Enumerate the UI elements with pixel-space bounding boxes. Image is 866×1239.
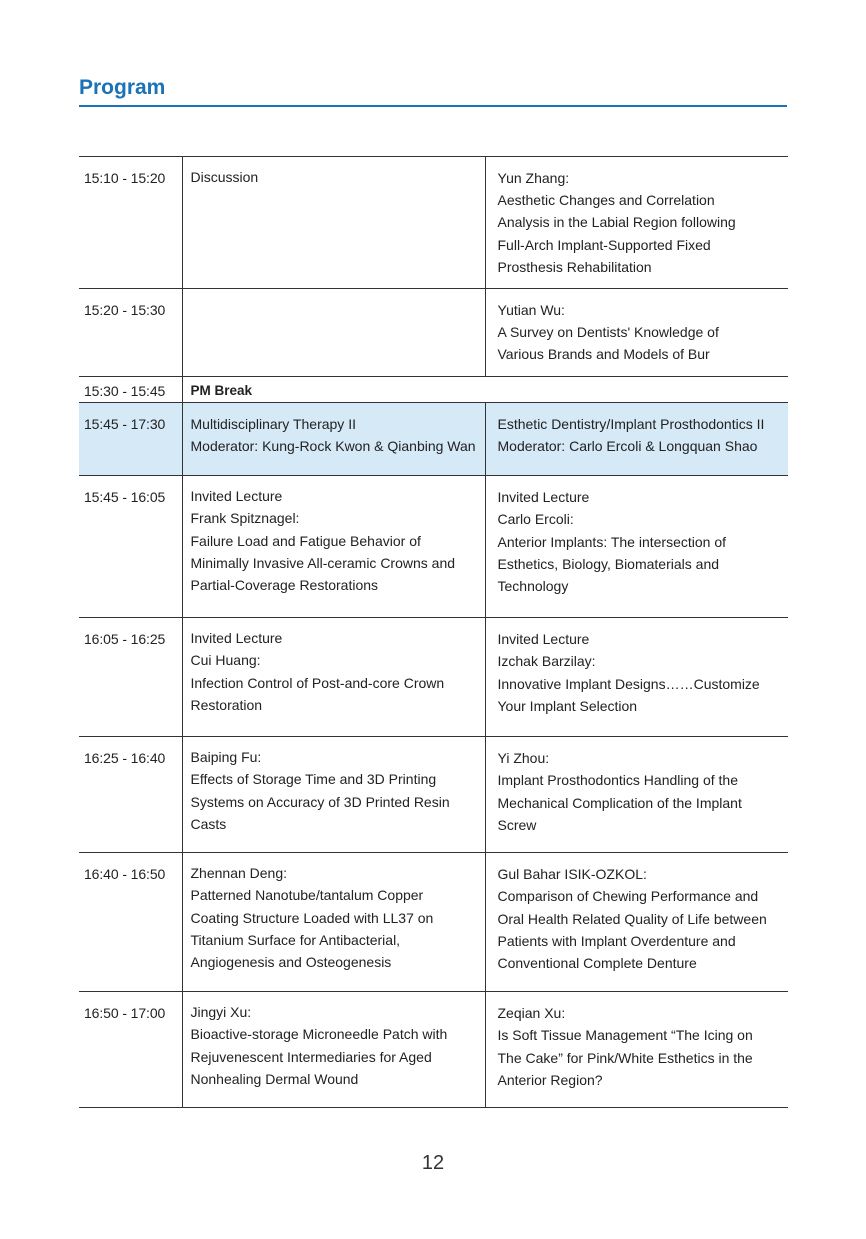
left-line: Zhennan Deng: xyxy=(190,865,288,882)
right-line: Oral Health Related Quality of Life between xyxy=(497,910,767,927)
table-row xyxy=(79,157,788,289)
left-line: Multidisciplinary Therapy II xyxy=(190,416,356,433)
left-line: Discussion xyxy=(190,169,259,185)
time-cell: 16:40 - 16:50 xyxy=(79,853,182,992)
left-line: Effects of Storage Time and 3D Printing xyxy=(190,771,437,788)
right-line: Zeqian Xu: xyxy=(497,1005,566,1022)
time-cell: 15:20 - 15:30 xyxy=(79,289,182,377)
left-line: Invited Lecture xyxy=(190,630,283,647)
right-line: A Survey on Dentists' Knowledge of xyxy=(497,324,719,341)
right-line: Aesthetic Changes and Correlation xyxy=(497,192,715,209)
time-cell: 16:50 - 17:00 xyxy=(79,992,182,1108)
right-line: Mechanical Complication of the Implant xyxy=(497,794,742,811)
left-line: Patterned Nanotube/tantalum Copper xyxy=(190,887,424,904)
right-line: Innovative Implant Designs……Customize xyxy=(497,675,760,692)
left-session-cell xyxy=(182,157,485,289)
time-cell: 15:30 - 15:45 xyxy=(79,377,182,403)
right-line: Yi Zhou: xyxy=(497,750,550,767)
right-line: Esthetics, Biology, Biomaterials and xyxy=(497,555,720,572)
left-line: Failure Load and Fatigue Behavior of xyxy=(190,532,421,549)
left-line: Angiogenesis and Osteogenesis xyxy=(190,954,392,971)
table-row-break xyxy=(79,377,788,403)
left-line: Frank Spitznagel: xyxy=(190,510,300,527)
table-row xyxy=(79,737,788,853)
time-cell: 16:05 - 16:25 xyxy=(79,618,182,737)
left-session-cell xyxy=(182,992,485,1108)
table-row xyxy=(79,853,788,992)
time-cell: 15:45 - 16:05 xyxy=(79,476,182,618)
break-label: PM Break xyxy=(190,383,253,398)
table-row xyxy=(79,618,788,737)
left-line: Infection Control of Post-and-core Crown xyxy=(190,674,445,691)
right-session-cell xyxy=(485,157,788,289)
right-line: Technology xyxy=(497,578,569,595)
right-line: Conventional Complete Denture xyxy=(497,955,697,972)
right-line: Is Soft Tissue Management “The Icing on xyxy=(497,1027,753,1044)
left-session-cell xyxy=(182,476,485,618)
right-line: Carlo Ercoli: xyxy=(497,511,574,528)
right-line: Moderator: Carlo Ercoli & Longquan Shao xyxy=(497,438,758,455)
right-line: Your Implant Selection xyxy=(497,697,638,714)
right-line: Full-Arch Implant-Supported Fixed xyxy=(497,236,711,253)
time-cell: 15:45 - 17:30 xyxy=(79,403,182,476)
left-line: Rejuvenescent Intermediaries for Aged xyxy=(190,1048,432,1065)
left-line: Invited Lecture xyxy=(190,488,283,505)
left-line: Casts xyxy=(190,815,227,832)
title-divider xyxy=(79,105,787,107)
right-line: Various Brands and Models of Bur xyxy=(497,346,710,363)
left-line: Systems on Accuracy of 3D Printed Resin xyxy=(190,793,450,810)
break-cell xyxy=(182,377,788,403)
right-line: Izchak Barzilay: xyxy=(497,653,596,670)
right-session-cell xyxy=(485,476,788,618)
program-table xyxy=(79,156,788,1108)
right-session-cell xyxy=(485,737,788,853)
page-number: 12 xyxy=(421,1152,445,1174)
left-line: Minimally Invasive All-ceramic Crowns and xyxy=(190,554,456,571)
left-line: Restoration xyxy=(190,696,263,713)
right-line: Prosthesis Rehabilitation xyxy=(497,258,652,275)
time-cell: 16:25 - 16:40 xyxy=(79,737,182,853)
table-row xyxy=(79,289,788,377)
table-row xyxy=(79,992,788,1108)
right-line: Implant Prosthodontics Handling of the xyxy=(497,772,738,789)
left-line: Coating Structure Loaded with LL37 on xyxy=(190,909,434,926)
left-session-cell xyxy=(182,289,485,377)
left-line: Baiping Fu: xyxy=(190,749,262,766)
left-line: Jingyi Xu: xyxy=(190,1004,252,1021)
table-row-session-header xyxy=(79,403,788,476)
left-line: Partial-Coverage Restorations xyxy=(190,577,379,594)
right-line: Screw xyxy=(497,816,537,833)
right-session-cell xyxy=(485,289,788,377)
right-line: Anterior Implants: The intersection of xyxy=(497,533,727,550)
right-line: Anterior Region? xyxy=(497,1071,603,1088)
right-line: Gul Bahar ISIK-OZKOL: xyxy=(497,866,647,883)
left-line: Nonhealing Dermal Wound xyxy=(190,1070,359,1087)
right-line: Yun Zhang: xyxy=(497,170,570,186)
right-line: Comparison of Chewing Performance and xyxy=(497,888,759,905)
right-line: Invited Lecture xyxy=(497,631,590,648)
right-line: Patients with Implant Overdenture and xyxy=(497,932,736,949)
right-line: Yutian Wu: xyxy=(497,302,565,318)
right-session-cell xyxy=(485,853,788,992)
left-line: Cui Huang: xyxy=(190,652,261,669)
right-line: Analysis in the Labial Region following xyxy=(497,214,736,231)
right-session-cell xyxy=(485,618,788,737)
right-line: Invited Lecture xyxy=(497,489,590,506)
left-session-cell xyxy=(182,737,485,853)
right-line: Esthetic Dentistry/Implant Prosthodontics II xyxy=(497,416,765,433)
left-line: Moderator: Kung-Rock Kwon & Qianbing Wan xyxy=(190,438,476,455)
left-session-cell xyxy=(182,853,485,992)
time-cell: 15:10 - 15:20 xyxy=(79,157,182,289)
right-line: The Cake” for Pink/White Esthetics in the xyxy=(497,1049,753,1066)
left-line: Bioactive-storage Microneedle Patch with xyxy=(190,1026,448,1043)
page-title: Program xyxy=(79,76,166,99)
left-line: Titanium Surface for Antibacterial, xyxy=(190,931,401,948)
right-session-cell xyxy=(485,992,788,1108)
left-session-cell xyxy=(182,618,485,737)
right-session-cell xyxy=(485,403,788,476)
left-session-cell xyxy=(182,403,485,476)
table-row xyxy=(79,476,788,618)
